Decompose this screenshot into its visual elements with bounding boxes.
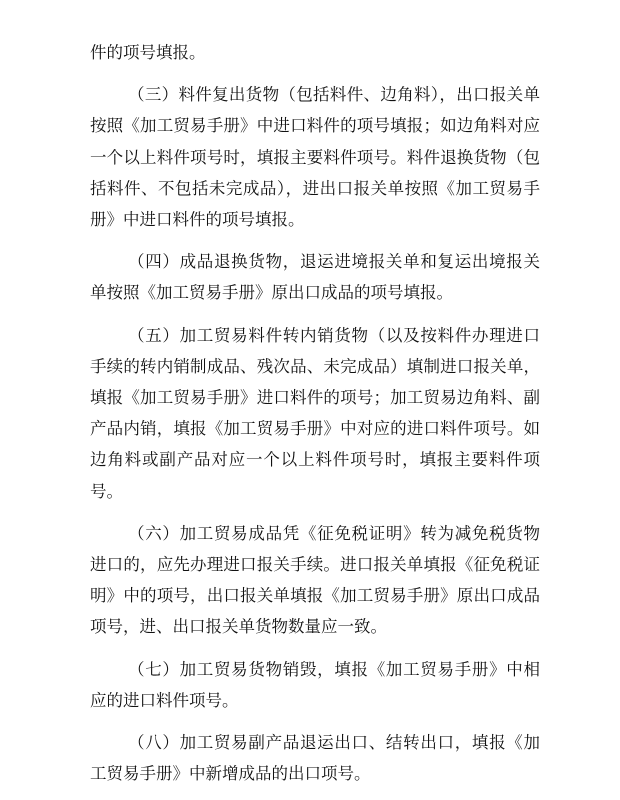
paragraph-item-7: （七）加工贸易货物销毁，填报《加工贸易手册》中相应的进口料件项号。 (90, 659, 540, 710)
paragraph-item-6: （六）加工贸易成品凭《征免税证明》转为减免税货物进口的，应先办理进口报关手续。进口报关单填报《征免税证明》中的项号，出口报关单填报《加工贸易手册》原出口成品项号，进、出口报关单货物数量应一致。 (90, 523, 540, 637)
paragraph-item-8: （八）加工贸易副产品退运出口、结转出口，填报《加工贸易手册》中新增成品的出口项号。 (90, 733, 540, 784)
paragraph-continuation: 件的项号填报。 (90, 43, 206, 62)
document-page (90, 37, 540, 800)
paragraph-item-4: （四）成品退换货物，退运进境报关单和复运出境报关单按照《加工贸易手册》原出口成品的项号填报。 (90, 252, 540, 303)
paragraph-item-3: （三）料件复出货物（包括料件、边角料），出口报关单按照《加工贸易手册》中进口料件的项号填报；如边角料对应一个以上料件项号时，填报主要料件项号。料件退换货物（包括料件、不包括未完成品），进出口报关单按照《加工贸易手册》中进口料件的项号填报。 (90, 85, 540, 230)
paragraph-item-5: （五）加工贸易料件转内销货物（以及按料件办理进口手续的转内销制成品、残次品、未完成品）填制进口报关单，填报《加工贸易手册》进口料件的项号；加工贸易边角料、副产品内销，填报《加工贸易手册》中对应的进口料件项号。如边角料或副产品对应一个以上料件项号时，填报主要料件项号。 (90, 325, 540, 501)
